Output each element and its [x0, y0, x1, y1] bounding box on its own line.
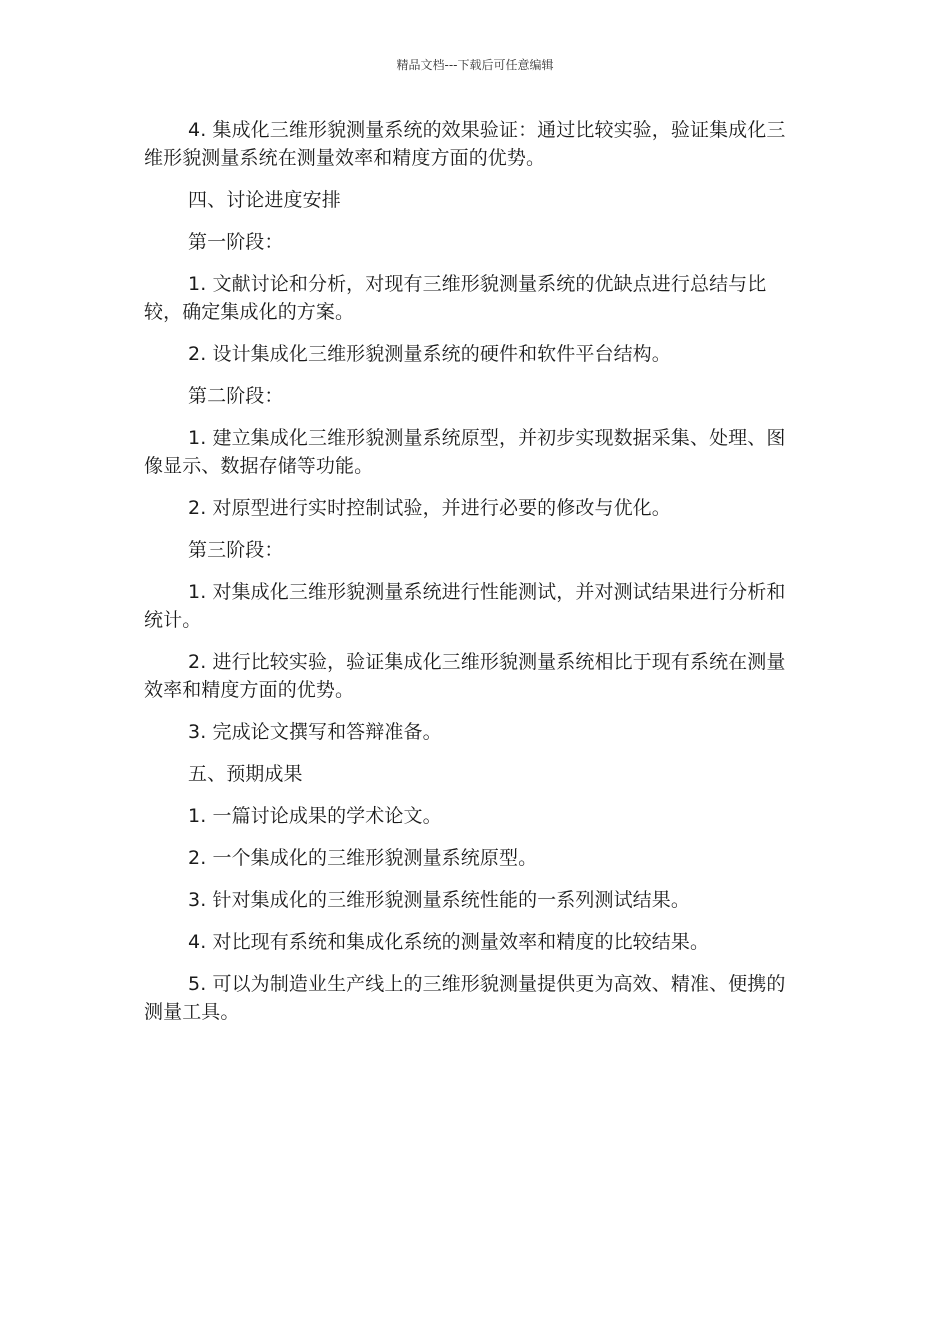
outcome-item-2: 2. 一个集成化的三维形貌测量系统原型。 [188, 847, 538, 869]
stage-3-item-2: 2. 进行比较实验，验证集成化三维形貌测量系统相比于现有系统在测量效率和精度方面的优势。 [144, 651, 786, 701]
paragraph-item-4-verification: 4. 集成化三维形貌测量系统的效果验证：通过比较实验，验证集成化三维形貌测量系统在测量效率和精度方面的优势。 [144, 119, 786, 169]
outcome-item-5: 5. 可以为制造业生产线上的三维形貌测量提供更为高效、精准、便携的测量工具。 [144, 973, 786, 1023]
stage-1-item-1: 1. 文献讨论和分析，对现有三维形貌测量系统的优缺点进行总结与比较，确定集成化的方案。 [144, 273, 767, 323]
stage-heading-3: 第三阶段： [188, 539, 284, 561]
stage-1-item-2: 2. 设计集成化三维形貌测量系统的硬件和软件平台结构。 [188, 343, 671, 365]
document-body [144, 116, 804, 1040]
stage-3-item-3: 3. 完成论文撰写和答辩准备。 [188, 721, 442, 743]
stage-2-item-1: 1. 建立集成化三维形貌测量系统原型，并初步实现数据采集、处理、图像显示、数据存储等功能。 [144, 427, 786, 477]
stage-heading-2: 第二阶段： [188, 385, 284, 407]
section-heading-outcomes: 五、预期成果 [188, 763, 303, 785]
stage-3-item-1: 1. 对集成化三维形貌测量系统进行性能测试，并对测试结果进行分析和统计。 [144, 581, 786, 631]
stage-heading-1: 第一阶段： [188, 231, 284, 253]
section-heading-schedule: 四、讨论进度安排 [188, 189, 341, 211]
page-header: 精品文档---下载后可任意编辑 [396, 58, 554, 72]
outcome-item-4: 4. 对比现有系统和集成化系统的测量效率和精度的比较结果。 [188, 931, 710, 953]
outcome-item-3: 3. 针对集成化的三维形貌测量系统性能的一系列测试结果。 [188, 889, 690, 911]
stage-2-item-2: 2. 对原型进行实时控制试验，并进行必要的修改与优化。 [188, 497, 671, 519]
outcome-item-1: 1. 一篇讨论成果的学术论文。 [188, 805, 442, 827]
